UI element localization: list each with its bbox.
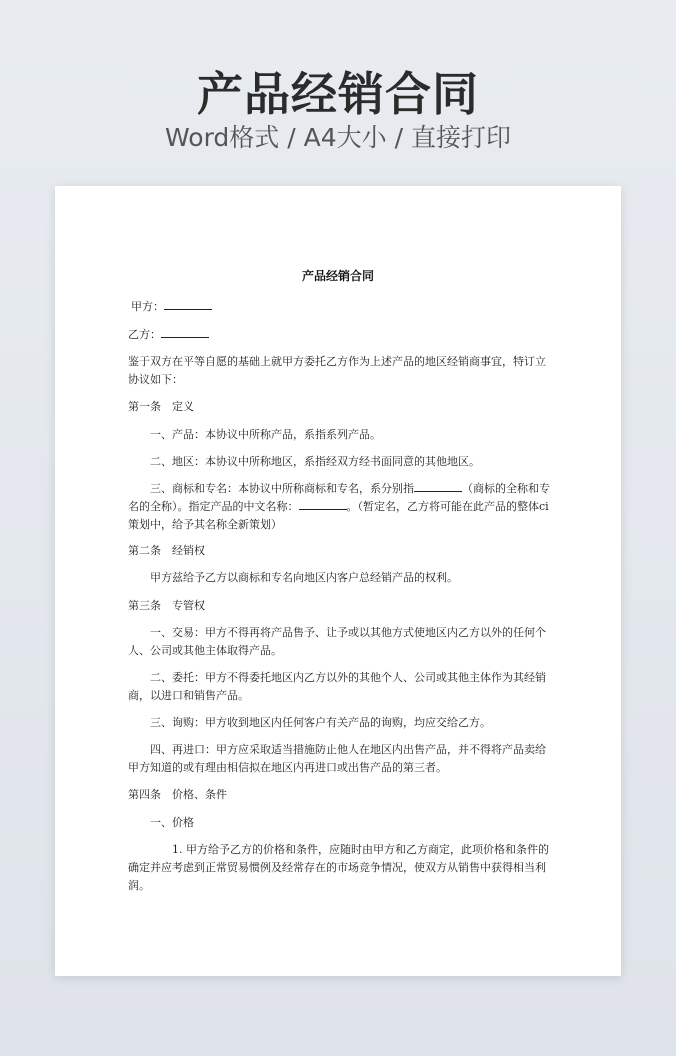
article3-item2: 二、委托：甲方不得委托地区内乙方以外的其他个人、公司或其他主体作为其经销商，以进口和销售产品。 <box>128 671 546 702</box>
article2-body: 甲方兹给予乙方以商标和专名向地区内客户总经销产品的权利。 <box>150 571 458 584</box>
article1-item3 <box>128 480 553 534</box>
product-name-blank <box>299 498 347 510</box>
preamble: 鉴于双方在平等自愿的基础上就甲方委托乙方作为上述产品的地区经销商事宜，特订立协议如下： <box>128 355 546 386</box>
article4-heading: 第四条 价格、条件 <box>128 788 227 801</box>
document-title: 产品经销合同 <box>301 269 374 283</box>
article3-item1: 一、交易：甲方不得再将产品售予、让予或以其他方式使地区内乙方以外的任何个人、公司或其他主体取得产品。 <box>128 626 546 657</box>
hero-title: 产品经销合同 <box>197 67 479 121</box>
article1-item1: 一、产品：本协议中所称产品，系指系列产品。 <box>150 428 381 441</box>
party-b-line <box>128 326 553 344</box>
article3-item4: 四、再进口：甲方应采取适当措施防止他人在地区内出售产品，并不得将产品卖给甲方知道的或有理由相信拟在地区内再进口或出售产品的第三者。 <box>128 743 546 774</box>
party-a-blank <box>164 298 212 310</box>
article1-item3-text-2: （商标的全称和专名的全称）。指定产品的中文名称： <box>128 482 550 513</box>
article3-heading: 第三条 专管权 <box>128 599 205 612</box>
document-page <box>55 186 621 976</box>
article1-item2: 二、地区：本协议中所称地区，系指经双方经书面同意的其他地区。 <box>150 455 480 468</box>
hero-subtitle: Word格式 / A4大小 / 直接打印 <box>165 123 511 152</box>
party-b-label: 乙方： <box>128 328 161 341</box>
trademark-blank <box>414 480 462 492</box>
article1-item3-text-3: 。（暂定名，乙方将可能在此产品的整体ci策划中，给予其名称全新策划） <box>128 500 549 531</box>
party-a-line <box>131 298 556 316</box>
article2-heading: 第二条 经销权 <box>128 544 205 557</box>
party-b-blank <box>161 326 209 338</box>
article4-item1: 一、价格 <box>150 816 194 829</box>
party-a-label: 甲方： <box>131 300 164 313</box>
article4-item1-1: 1. 甲方给予乙方的价格和条件，应随时由甲方和乙方商定，此项价格和条件的确定并应考虑到正常贸易惯例及经常存在的市场竞争情况，使双方从销售中获得相当利润。 <box>128 843 549 892</box>
article3-item3: 三、询购：甲方收到地区内任何客户有关产品的询购，均应交给乙方。 <box>150 716 491 729</box>
article1-item3-text-1: 三、商标和专名：本协议中所称商标和专名，系分别指 <box>150 482 414 495</box>
article1-heading: 第一条 定义 <box>128 400 194 413</box>
